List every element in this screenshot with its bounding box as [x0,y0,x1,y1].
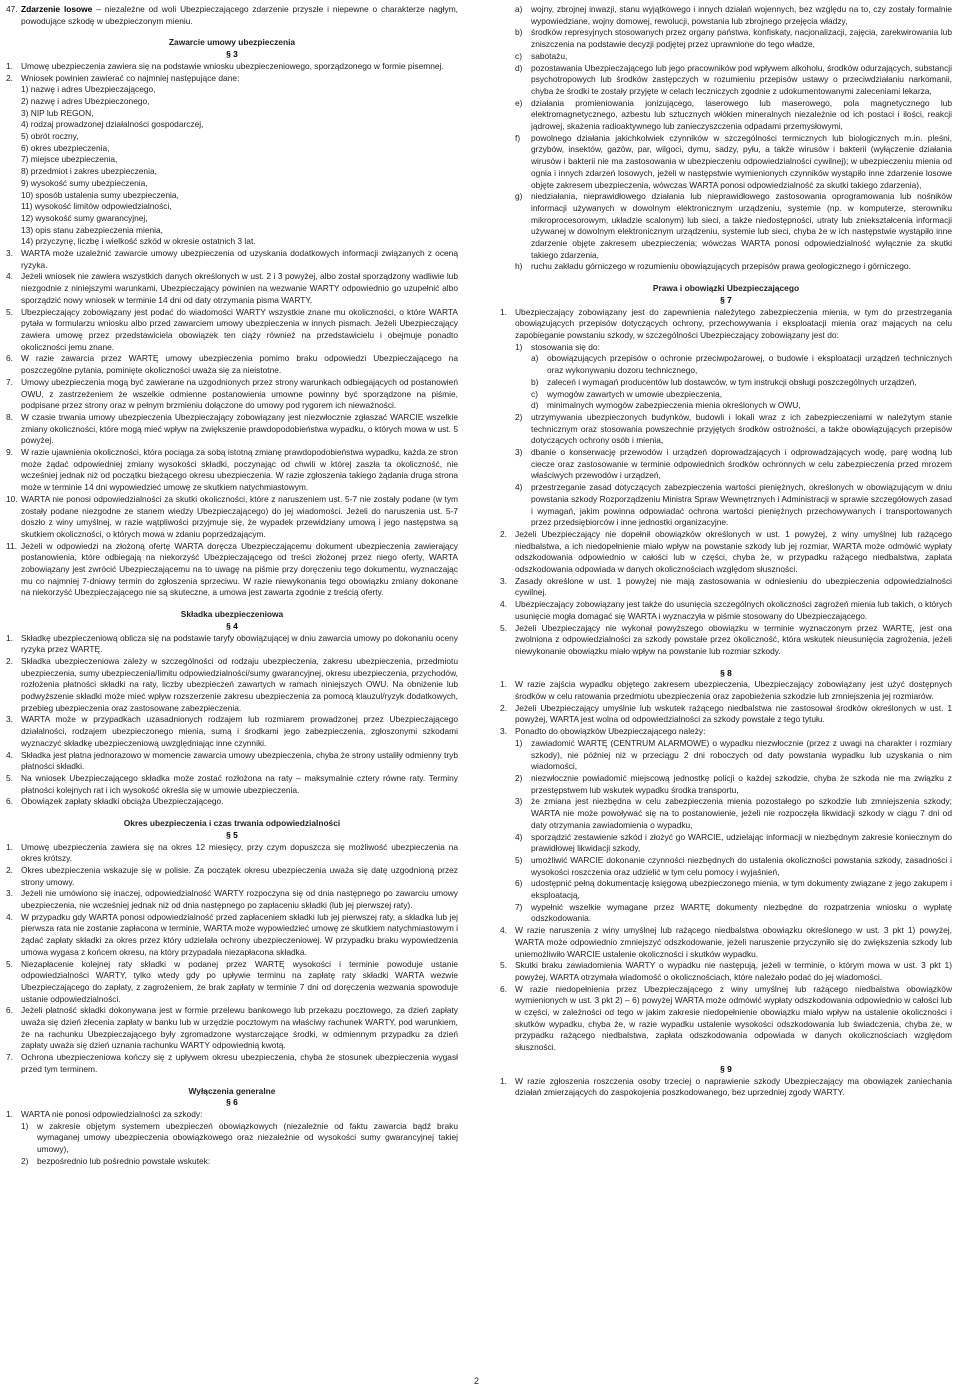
def-text: – niezależne od woli Ubezpieczającego zdarzenie przyszłe i niepewne o charakterze nagłym, powodujące szkodę w ubezpieczonym mieniu. [21,4,458,26]
para-number: 4. [6,911,13,922]
para-number: 11. [6,540,18,551]
para-text: Ochrona ubezpieczeniowa kończy się z upływem okresu ubezpieczenia, chyba że stosunek ubezpieczenia wygasł przed tym terminem. [21,1052,458,1074]
para-number: 7. [6,376,13,387]
para-text: Niezapłacenie kolejnej raty składki w podanej przez WARTĘ wysokości i terminie powoduje ustanie odpowiedzialności WARTY, tylko wtedy gdy po upływie terminu na zapłatę raty składki WARTA wezwie Ubezpieczającego do zapłaty, z zagrożeniem, że brak zapłaty w terminie 7 dni od doręczenia wezwania spowoduje ustanie odpowiedzialności. [21,958,458,1004]
item-label: e) [515,97,523,108]
left-column [6,4,458,1168]
para-number: 9. [6,447,13,458]
para-number: 2. [6,864,13,875]
para-number: 5. [500,960,507,971]
item-label: 7) [515,901,523,912]
para-number: 7. [6,1052,13,1063]
s7-item-3 [500,447,952,482]
s6-subitem-f [500,133,952,192]
item-text: umożliwić WARCIE dokonanie czynności niezbędnych do ustalenia okoliczności powstania szkody, zasadności i wysokości roszczenia oraz udzielić w tym celu pomocy i wyjaśnień, [531,854,952,877]
para-text: Ubezpieczający zobowiązany jest także do usunięcia szczególnych okoliczności zagrożeń mienia lub takich, o których usunięcie mogła domagać się WARTA i wyznaczyła w piśmie stosowany do Ubezpieczającego. [515,599,952,621]
s5-para-2 [6,865,458,888]
section-8-number: § 8 [720,667,732,678]
s4-para-6 [6,796,458,808]
s3-para-9 [6,447,458,494]
s3-para-8 [6,412,458,447]
para-text: Zasady określone w ust. 1 powyżej nie mają zastosowania w odniesieniu do ubezpieczenia odpowiedzialności cywilnej. [515,575,952,598]
para-number: 2. [6,72,13,83]
s8-para-2 [500,703,952,726]
para-number: 10. [6,493,18,504]
list-item: 14) przyczynę, liczbę i wielkość szkód w okresie ostatnich 3 lat. [21,236,256,247]
list-item: 6) okres ubezpieczenia, [21,142,110,153]
s7-item-4 [500,482,952,529]
para-number: 6. [6,796,13,807]
section-9-number: § 9 [720,1063,732,1074]
item-label: a) [515,4,523,14]
s5-para-4 [6,912,458,959]
section-4-title: Składka ubezpieczeniowa [180,609,284,620]
para-number: 6. [500,983,507,994]
para-number: 1. [6,632,13,643]
para-number: 4. [500,925,507,936]
item-text: ruchu zakładu górniczego w rozumieniu obowiązujących przepisów prawa geologicznego i górniczego. [531,261,911,272]
para-text: Jeżeli Ubezpieczający umyślnie lub wskutek rażącego niedbalstwa nie zastosował środków określonych w ust. 1 powyżej, WARTA jest wolna od odpowiedzialności za szkody powstałe z tego tytułu. [515,702,952,725]
list-item: 7) miejsce ubezpieczenia, [21,154,118,165]
item-label: 1) [21,1120,29,1131]
section-3-number: § 3 [226,49,238,60]
item-text: działania promieniowania jonizującego, laserowego lub maserowego, pola magnetycznego lub elektromagnetycznego, azbestu lub sztucznych włókien mineralnych niezależnie od ich postaci i ilości, reakcji jądrowej, skażenia radioaktywnego lub zanieczyszczenia odpadami przemysłowymi, [531,97,952,132]
item-text: obowiązujących przepisów o ochronie przeciwpożarowej, o budowie i eksploatacji urządzeń technicznych oraz wykonywaniu dozoru technicznego, [547,353,952,376]
s6-subitem-c [500,51,952,63]
para-number: 2. [500,528,507,539]
item-text: zaleceń i wymagań producentów lub dostawców, w tym instrukcji obsługi poszczególnych urządzeń, [547,376,917,387]
s7-para-3 [500,576,952,599]
item-label: b) [531,376,539,387]
s3-para-3 [6,248,458,271]
def-term: Zdarzenie losowe [21,4,93,14]
para-text: Ubezpieczający zobowiązany jest podać do wiadomości WARTY wszystkie znane mu okoliczności, o które WARTA pytała w formularzu wniosku albo przed zawarciem umowy ubezpieczenia w innych pismach. Jeżeli Ubezpieczający zawiera umowę przez przedstawiciela obowiązek ten ciąży również na przedstawicielu i obejmuje ponadto okoliczności jemu znane. [21,306,458,352]
para-text: Ponadto do obowiązków Ubezpieczającego należy: [515,726,706,737]
s6-subitem-g [500,191,952,261]
section-5-number: § 5 [226,829,238,840]
s4-para-1 [6,633,458,656]
s3-para-5 [6,307,458,354]
item-text: wojny, zbrojnej inwazji, stanu wyjątkowego i innych działań wojennych, bez względu na to, czy zostały formalnie wypowiedziane, wojny domowej, rewolucji, powstania lub zbrojnego przejęcia władzy, [531,4,952,26]
para-text: W razie zajścia wypadku objętego zakresem ubezpieczenia, Ubezpieczający zobowiązany jest użyć dostępnych środków w celu ratowania przedmiotu ubezpieczenia oraz zapobieżenia szkodzie lub zmniejszenia jej rozmiarów. [515,679,952,702]
para-number: 3. [6,714,13,725]
list-item: 8) przedmiot i zakres ubezpieczenia, [21,166,157,177]
para-number: 4. [6,271,13,282]
item-text: bezpośrednio lub pośrednio powstałe wskutek: [37,1155,211,1166]
list-item: 2) nazwę i adres Ubezpieczonego, [21,95,150,106]
item-text: sporządzić zestawienie szkód i złożyć go WARCIE, udzielając informacji w niezbędnym zakresie koniecznym do prawidłowej likwidacji szkody, [531,831,952,854]
right-column [500,4,952,1099]
para-text: Jeżeli Ubezpieczający nie dopełnił obowiązków określonych w ust. 1 powyżej, z winy umyślnej lub rażącego niedbalstwa, a ich niedopełnienie miało wpływ na powstanie szkody lub jej rozmiar, WARTA może odmówić wypłaty odszkodowania odpowiednio w całości lub w części, chyba że, w przypadku rażącego niedbalstwa, zapłata odszkodowania odpowiada w danych okolicznościach względom słuszności. [515,528,952,575]
item-label: 3) [515,796,523,807]
item-label: 1) [515,341,523,352]
list-item: 1) nazwę i adres Ubezpieczającego, [21,84,156,95]
para-number: 1. [6,1108,13,1119]
s6-subitem-h [500,261,952,273]
para-text: WARTA może w przypadkach uzasadnionych rodzajem lub rozmiarem prowadzonej przez Ubezpieczającego działalności, rodzajem ubezpieczonego mienia, sumą i środkami jego zabezpieczenia, zgłoszonymi szkodami wyznaczyć składkę ubezpieczeniową uwzględniając inne czynniki. [21,714,458,748]
item-label: h) [515,261,523,272]
s4-para-2 [6,656,458,715]
para-text: WARTA nie ponosi odpowiedzialności za skutki okoliczności, które z naruszeniem ust. 5-7 nie zostały podane (w tym zostały podane niezgodne ze stanem wiedzy Ubezpieczającego) do jej wiadomości. Jeżeli do naruszenia ust. 5-7 doszło z winy umyślnej, w razie wątpliwości przyjmuje się, że wypadek przewidziany umową i jego następstwa są skutkiem okoliczności, o których mowa w zdaniu poprzedzającym. [21,493,458,539]
list-item: 12) wysokość sumy gwarancyjnej, [21,212,148,223]
para-text: Jeżeli Ubezpieczający nie wykonał powyższego obowiązku w terminie wyznaczonym przez WARTĘ, jest ona zwolniona z odpowiedzialności za szkody powstałe przez okoliczność, która wskutek nieusunięcia zagrożenia, jeżeli niewykonanie obowiązku miało wpływ na powstanie lub rozmiar szkody. [515,622,952,656]
section-4-number: § 4 [226,620,238,631]
para-number: 6. [6,1005,13,1016]
para-text: Ubezpieczający zobowiązany jest do zapewnienia należytego zabezpieczenia mienia, w tym do przestrzegania obowiązujących przepisów dotyczących ochrony, przechowywania i eksploatacji mienia oraz mających na celu zapobieganie powstaniu szkody, w szczególności Ubezpieczający zobowiązany jest do: [515,306,952,340]
item-label: f) [515,132,521,143]
s8-item-4 [500,832,952,855]
s7-para-2 [500,529,952,576]
item-text: dbanie o konserwację przewodów i urządzeń doprowadzających i odprowadzających wodę, parę wodną lub ciecze oraz zastosowanie w terminie odpowiednich środków ochronnych w celu zabezpieczenia przed mrozem właściwych przewodów i urządzeń, [531,447,952,481]
s7-subitem-c [500,389,952,401]
s8-item-2 [500,773,952,796]
s9-para-1 [500,1076,952,1099]
para-number: 3. [500,575,507,586]
para-text: W razie zgłoszenia roszczenia osoby trzeciej o naprawienie szkody Ubezpieczający ma obowiązek zaniechania działań zmierzających do zaspokojenia poszkodowanego, bez uprzedniej zgody WARTY. [515,1075,952,1098]
s8-para-3 [500,726,952,738]
s5-para-1 [6,842,458,865]
item-label: 5) [515,854,523,865]
item-text: niedziałania, nieprawidłowego działania lub nieprawidłowego zastosowania oprogramowania lub nośników informacji używanych w dowolnym elektronicznym urządzeniu, systemie (np. w komputerze, sterowniku mikroprocesorowym, układzie scalonym) lub sieci, a także niedostępności, utraty lub zniekształcenia informacji używanej w dowolnym elektronicznym urządzeniu, systemie lub sieci, chyba że w ich następstwie wystąpiło inne zdarzenie objęte zakresem ubezpieczenia; wówczas WARTA ponosi odpowiedzialność wyłącznie za skutki takiego zdarzenia, [531,191,952,260]
para-text: Składka jest płatna jednorazowo w momencie zawarcia umowy ubezpieczenia, chyba że strony ustaliły odmienny tryb płatności składki. [21,749,458,772]
item-text: niezwłocznie powiadomić miejscową jednostkę policji o każdej szkodzie, chyba że szkoda nie ma związku z przestępstwem lub wskutek wypadku środka transportu, [531,773,952,795]
s8-para-6 [500,984,952,1054]
para-text: Obowiązek zapłaty składki obciąża Ubezpieczającego. [21,796,224,807]
s6-item-2 [6,1156,458,1168]
item-text: utrzymywania ubezpieczonych budynków, budowli i lokali wraz z ich zabezpieczeniami w należytym stanie technicznym oraz stosowania powszechnie przyjętych środków ostrożności, a także obowiązujących przepisów dotyczących ochrony osób i mienia, [531,411,952,446]
definition-47 [6,4,458,27]
s4-para-3 [6,714,458,749]
s5-para-6 [6,1005,458,1052]
section-6-number: § 6 [226,1097,238,1108]
para-text: Na wniosek Ubezpieczającego składka może zostać rozłożona na raty – maksymalnie cztery równe raty. Terminy płatności kolejnych rat i ich wysokość określa się w umowie ubezpieczenia. [21,773,458,795]
para-text: W przypadku gdy WARTA ponosi odpowiedzialność przed zapłaceniem składki lub jej pierwszej raty, a składka lub jej pierwsza rata nie zostanie zapłacona w terminie, WARTA może wypowiedzieć umowę ze skutkiem natychmiastowym i żądać zapłaty składki za okres przez który udzielała ochrony ubezpieczeniowej. W przypadku braku wypowiedzenia umowa wygasa z końcem okresu, na który przypadała niezapłacona składka. [21,911,458,957]
s3-para-11 [6,541,458,600]
s8-item-7 [500,902,952,925]
item-text: zawiadomić WARTĘ (CENTRUM ALARMOWE) o wypadku niezwłocznie (przez z uwagi na charakter i rozmiary szkody), nie później niż w przeciągu 2 dni roboczych od daty powstania wypadku lub uzyskania o nim wiadomości, [531,737,952,772]
s8-para-5 [500,960,952,983]
s4-para-5 [6,773,458,796]
item-text: środków represyjnych stosowanych przez organy państwa, konfiskaty, nacjonalizacji, zajęcia, zarekwirowania lub zniszczenia na podstawie decyzji podjętej przez uprawnione do tego władze, [531,27,952,50]
para-number: 1. [500,679,507,690]
s7-subitem-b [500,377,952,389]
s6-subitem-b [500,27,952,50]
item-text: udostępnić pełną dokumentację księgową ubezpieczonego mienia, w tym dokumenty związane z jego zakupem i eksploatacją, [531,878,952,901]
para-number: 4. [500,599,507,610]
para-text: W razie naruszenia z winy umyślnej lub rażącego niedbalstwa obowiązku określonego w ust. 3 pkt 1) powyżej, WARTA może odpowiednio zmniejszyć odszkodowanie, jeżeli naruszenie przyczyniło się do zwiększenia szkody lub uniemożliwiło WARCIE ustalenie okoliczności i skutków wypadku. [515,925,952,959]
section-7-number: § 7 [720,294,732,305]
para-text: Składka ubezpieczeniowa zależy w szczególności od rodzaju ubezpieczenia, zakresu ubezpieczenia, przedmiotu ubezpieczenia, sumy ubezpieczenia/limitu odpowiedzialności/sumy gwarancyjnej, okresu ubezpieczenia, przychodów, rozłożenia płatności składki na raty, liczby ubezpieczeń zawartych w ramach niniejszych OWU. Na obniżenie lub podwyższenie składki może mieć wpływ rozszerzenie zakresu ubezpieczenia za pomocą klauzul/ryzyk dodatkowych, przebieg ubezpieczenia oraz zastosowane zabezpieczenia. [21,655,458,713]
s3-para-4 [6,271,458,306]
para-number: 8. [6,411,13,422]
para-number: 5. [6,958,13,969]
s3-para-10 [6,494,458,541]
s5-para-5 [6,959,458,1006]
item-text: w zakresie objętym systemem ubezpieczeń obowiązkowych (niezależnie od faktu zawarcia bądź braku wymaganej umowy ubezpieczenia obowiązkowego oraz niezależnie od wysokości sumy gwarancyjnej takiej umowy), [37,1120,458,1155]
list-item: 10) sposób ustalenia sumy ubezpieczenia, [21,189,179,200]
item-text: sabotażu, [531,50,568,61]
item-label: b) [515,27,523,38]
s6-subitem-e [500,98,952,133]
s7-subitem-a [500,353,952,376]
item-text: stosowania się do: [531,341,600,352]
item-label: 6) [515,878,523,889]
item-text: że zmiana jest niezbędna w celu zabezpieczenia mienia pozostałego po szkodzie lub zmniejszenia szkody; WARTA nie może powoływać się na to postanowienie, jeżeli nie rozpoczęła likwidacji szkody w ciągu 7 dni od daty otrzymania zawiadomienia o wypadku, [531,796,952,830]
item-label: 2) [515,773,523,783]
s3-data-list [6,84,458,248]
section-3-title: Zawarcie umowy ubezpieczenia [168,37,296,48]
item-text: wypełnić wszelkie wymagane przez WARTĘ dokumenty niezbędne do rozpatrzenia wniosku o wypłatę odszkodowania. [531,901,952,924]
para-text: WARTA nie ponosi odpowiedzialności za szkody: [21,1108,203,1119]
para-number: 4. [6,749,13,760]
item-text: minimalnych wymogów zabezpieczenia mienia określonych w OWU, [547,400,801,411]
s3-para-1 [6,61,458,73]
para-text: Okres ubezpieczenia wskazuje się w polisie. Za początek okresu ubezpieczenia uważa się datę uzgodnioną przez strony umowy. [21,864,458,887]
para-text: Skutki braku zawiadomienia WARTY o wypadku nie następują, jeżeli w terminie, o którym mowa w ust. 3 pkt 1) powyżej, WARTA otrzymała wiadomość o okolicznościach, które należało podać do jej wiadomości. [515,960,952,982]
item-label: 1) [515,737,523,748]
para-text: W razie niedopełnienia przez Ubezpieczającego z winy umyślnej lub rażącego niedbalstwa obowiązków wymienionych w ust. 3 pkt 2) – 6) powyżej WARTA może odmówić wypłaty odszkodowania odpowiednio w całości lub w części, w zależności od tego w jakim zakresie niedopełnienie obowiązku miało wpływ na ustalenie okoliczności i skutków wypadku, chyba że, w razie wypadku ustalenie wysokości odszkodowania lub świadczenia, chyba że, w przypadku rażącego niedbalstwa, zapłata odszkodowania odpowiada w danych okolicznościach względom słuszności. [515,983,952,1053]
item-label: c) [515,50,522,61]
s8-item-1 [500,738,952,773]
item-label: c) [531,388,538,399]
section-5-title: Okres ubezpieczenia i czas trwania odpowiedzialności [123,818,341,829]
para-text: Wniosek powinien zawierać co najmniej następujące dane: [21,72,240,83]
item-label: d) [531,400,539,411]
s6-item-1 [6,1121,458,1156]
para-text: Jeżeli płatność składki dokonywana jest w formie przelewu bankowego lub przekazu pocztowego, za dzień zapłaty uważa się dzień złecenia zapłaty w banku lub w urzędzie pocztowym na właściwy rachunek WARTY, pod warunkiem, że na rachunku Ubezpieczającego były zgromadzone wystarczające środki, w odmiennym przypadku za dzień zapłaty uważa się dzień uznania rachunku WARTY odpowiednią kwotą. [21,1005,458,1051]
para-number: 3. [6,248,13,259]
s8-para-1 [500,679,952,702]
s5-para-3 [6,888,458,911]
para-number: 5. [6,306,13,317]
s8-item-6 [500,878,952,901]
para-number: 2. [6,655,13,666]
s7-item-1 [500,342,952,354]
s3-para-7 [6,377,458,412]
para-number: 1. [500,306,507,317]
s6-subitem-d [500,63,952,98]
para-number: 5. [500,622,507,633]
s7-item-2 [500,412,952,447]
para-number: 3. [500,726,507,737]
s7-para-5 [500,623,952,658]
item-text: przestrzeganie zasad dotyczących zabezpieczenia wartości pieniężnych, określonych w obowiązującym w dniu powstania szkody Rozporządzeniu Ministra Spraw Wewnętrznych i Administracji w sprawie szczegółowych zasad i wymagań, jakim powinna odpowiadać ochrona wartości pieniężnych przechowywanych i transportowanych przez przedsiębiorców i inne jednostki organizacyjne. [531,482,952,528]
item-text: pozostawania Ubezpieczającego lub jego pracowników pod wpływem alkoholu, środków odurzających, substancji psychotropowych lub środków zastępczych w rozumieniu przepisów ustawy o przeciwdziałaniu narkomanii, chyba że środki te zostały przyjęte w celach leczniczych zgodnie z udokumentowanymi zaleceniami lekarza, [531,62,952,96]
para-text: W razie zawarcia przez WARTĘ umowy ubezpieczenia pomimo braku odpowiedzi Ubezpieczającego na poszczególne pytania, pominięte okoliczności uważa się za nieistotne. [21,353,458,376]
para-number: 3. [6,888,13,899]
s4-para-4 [6,750,458,773]
para-text: Składkę ubezpieczeniową oblicza się na podstawie taryfy obowiązującej w dniu zawarcia umowy po dokonaniu oceny ryzyka przez WARTĘ. [21,632,458,655]
s5-para-7 [6,1052,458,1075]
s7-para-1 [500,307,952,342]
para-text: WARTA może uzależnić zawarcie umowy ubezpieczenia od uzyskania dodatkowych informacji związanych z oceną ryzyka. [21,248,458,270]
para-text: Jeżeli wniosek nie zawiera wszystkich danych określonych w ust. 2 i 3 powyżej, albo został sporządzony wadliwie lub niezgodnie z niniejszymi warunkami, Ubezpieczający powinien na wezwanie WARTY odpowiednio go uzupełnić albo sporządzić nowy wniosek w terminie 14 dni od daty otrzymania pisma WARTY. [21,271,458,305]
para-number: 2. [500,702,507,713]
para-text: Umowę ubezpieczenia zawiera się na okres 12 miesięcy, przy czym dopuszcza się możliwość ubezpieczenia na okres krótszy. [21,841,458,864]
list-item: 13) opis stanu zabezpieczenia mienia, [21,224,163,235]
s7-para-4 [500,599,952,622]
list-item: 11) wysokość limitów odpowiedzialności, [21,201,172,212]
list-item: 9) wysokość sumy ubezpieczenia, [21,177,148,188]
para-number: 1. [500,1075,507,1086]
s8-para-4 [500,925,952,960]
item-text: powolnego działania jakichkolwiek czynników w szczególności termicznych lub biologicznych m.in. pleśni, grzybów, insektów, gazów, par, wilgoci, dymu, sadzy, pyłu, a także wirusów i bakterii (wyłączenie działania wirusów i bakterii nie ma zastosowania w ubezpieczeniu odpowiedzialności cywilnej); w ubezpieczeniu mienia od ognia i innych zdarzeń losowych, jeżeli w następstwie wymienionych czynników wystąpiło inne zdarzenie losowe objęte zakresem ubezpieczenia, wówczas WARTA ponosi odpowiedzialność za skutki takiego zdarzenia), [531,132,952,190]
item-label: 3) [515,447,523,458]
s8-item-5 [500,855,952,878]
para-text: Umowy ubezpieczenia mogą być zawierane na uzgodnionych przez strony warunkach odbiegających od postanowień OWU, z zastrzeżeniem że wszelkie odmienne postanowienia umowne powinny być sporządzone na piśmie, podpisane przez strony oraz w pełnym brzmieniu dołączone do umowy pod rygorem ich nieważności. [21,376,458,411]
item-label: 2) [21,1155,29,1166]
section-7-title: Prawa i obowiązki Ubezpieczającego [652,283,800,294]
item-label: 4) [515,482,523,493]
item-label: a) [531,353,539,364]
para-text: Umowę ubezpieczenia zawiera się na podstawie wniosku ubezpieczeniowego, sporządzonego w formie pisemnej. [21,60,444,71]
para-text: W czasie trwania umowy ubezpieczenia Ubezpieczający zobowiązany jest niezwłocznie zgłaszać WARCIE wszelkie zmiany okoliczności, które mogą mieć wpływ na zwiększenie prawdopodobieństwa wypadku, o których mowa w ust. 5 powyżej. [21,411,458,446]
list-item: 5) obrót roczny, [21,131,79,142]
item-label: 2) [515,411,523,422]
list-item: 3) NIP lub REGON, [21,107,94,118]
s3-para-6 [6,353,458,376]
para-number: 5. [6,773,13,783]
s6-para-1 [6,1109,458,1121]
item-text: wymogów zawartych w umowie ubezpieczenia, [547,388,723,399]
para-number: 6. [6,353,13,364]
page-number: 2 [474,1376,480,1386]
s6-subitem-a [500,4,952,27]
list-item: 4) rodzaj prowadzonej działalności gospodarczej, [21,119,204,130]
para-number: 1. [6,60,13,71]
para-text: Jeżeli nie umówiono się inaczej, odpowiedzialność WARTY rozpoczyna się od dnia następnego po zawarciu umowy ubezpieczenia, nie wcześniej jednak niż od dnia następnego po zapłaceniu składki (lub jej pierwszej raty). [21,888,458,911]
def-number: 47. [6,4,18,14]
item-label: d) [515,62,523,73]
para-number: 1. [6,841,13,852]
item-label: g) [515,191,523,202]
s3-para-2 [6,73,458,85]
s7-subitem-d [500,400,952,412]
s8-item-3 [500,796,952,831]
item-label: 4) [515,831,523,842]
section-6-title: Wyłączenia generalne [188,1085,276,1096]
para-text: W razie ujawnienia okoliczności, która pociąga za sobą istotną zmianę prawdopodobieństwa wypadku, każda ze stron może żądać odpowiedniej zmiany wysokości składki, poczynając od chwili w której zaszła ta okoliczność, nie wcześniej jednak niż od początku bieżącego okresu ubezpieczenia. W razie zgłoszenia takiego żądania druga strona może w terminie 14 dni wypowiedzieć umowę ze skutkiem natychmiastowym. [21,447,458,493]
para-text: Jeżeli w odpowiedzi na złożoną ofertę WARTA doręcza Ubezpieczającemu dokument ubezpieczenia zawierający postanowienia, które odbiegają na niekorzyść Ubezpieczającego od treści złożonej przez niego oferty, WARTA zobowiązany jest zwrócić Ubezpieczającemu na to uwagę na piśmie przy doręczeniu tego dokumentu, wyznaczając mu co najmniej 7-dniowy termin do zgłoszenia sprzeciwu. W razie niewykonania tego obowiązku zmiany dokonane na niekorzyść Ubezpieczającego nie są skuteczne, a umowa jest zawarta zgodnie z treścią oferty. [21,540,458,598]
